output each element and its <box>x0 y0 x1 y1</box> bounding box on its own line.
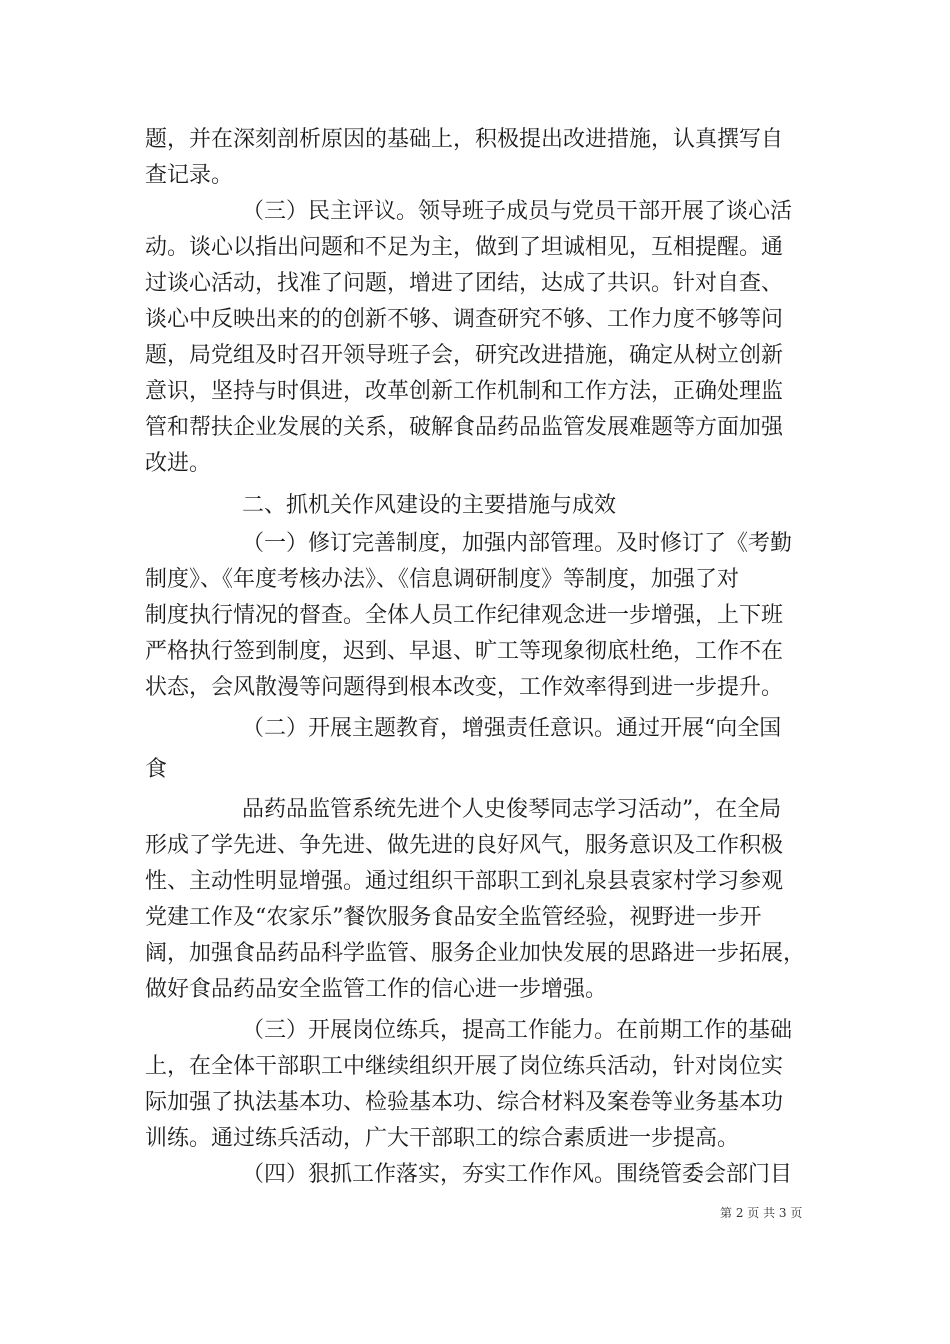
section-heading: 二、抓机关作风建设的主要措施与成效 <box>242 493 617 518</box>
paragraph-line: 题，并在深刻剖析原因的基础上，积极提出改进措施，认真撰写自 <box>145 127 784 152</box>
paragraph-line: 做好食品药品安全监管工作的信心进一步增强。 <box>145 977 608 1002</box>
paragraph-line: 查记录。 <box>145 163 234 188</box>
paragraph-line: 性、主动性明显增强。通过组织干部职工到礼泉县袁家村学习参观 <box>145 869 784 894</box>
paragraph-line: （三）开展岗位练兵，提高工作能力。在前期工作的基础 <box>242 1018 793 1043</box>
paragraph-line: 谈心中反映出来的的创新不够、调查研究不够、工作力度不够等问 <box>145 307 784 332</box>
paragraph-line: 意识，坚持与时俱进，改革创新工作机制和工作方法，正确处理监 <box>145 379 784 404</box>
paragraph-line: 过谈心活动，找准了问题，增进了团结，达成了共识。针对自查、 <box>145 271 784 296</box>
paragraph-line: 制度执行情况的督查。全体人员工作纪律观念进一步增强，上下班 <box>145 603 784 628</box>
paragraph-line: 严格执行签到制度，迟到、早退、旷工等现象彻底杜绝，工作不在 <box>145 639 784 664</box>
paragraph-line: 制度》、《年度考核办法》、《信息调研制度》等制度，加强了对 <box>145 567 740 592</box>
paragraph-line: 形成了学先进、争先进、做先进的良好风气，服务意识及工作积极 <box>145 833 784 858</box>
paragraph-line: （二）开展主题教育，增强责任意识。通过开展“向全国 <box>242 716 782 741</box>
paragraph-line: 党建工作及“农家乐”餐饮服务食品安全监管经验，视野进一步开 <box>145 905 762 930</box>
page-number: 第 2 页 共 3 页 <box>720 1206 803 1220</box>
paragraph-line: 改进。 <box>145 451 212 476</box>
paragraph-line: 阔，加强食品药品科学监管、服务企业加快发展的思路进一步拓展， <box>145 941 806 966</box>
paragraph-line: 题，局党组及时召开领导班子会，研究改进措施，确定从树立创新 <box>145 343 784 368</box>
paragraph-line: （四）狠抓工作落实，夯实工作作风。围绕管委会部门目 <box>242 1162 793 1187</box>
paragraph-line: 动。谈心以指出问题和不足为主，做到了坦诚相见，互相提醒。通 <box>145 235 784 260</box>
paragraph-line: （三）民主评议。领导班子成员与党员干部开展了谈心活 <box>242 199 793 224</box>
paragraph-line: 食 <box>145 757 168 782</box>
paragraph-line: 管和帮扶企业发展的关系，破解食品药品监管发展难题等方面加强 <box>145 415 784 440</box>
paragraph-line: 际加强了执法基本功、检验基本功、综合材料及案卷等业务基本功 <box>145 1090 784 1115</box>
paragraph-line: 训练。通过练兵活动，广大干部职工的综合素质进一步提高。 <box>145 1126 740 1151</box>
paragraph-line: 品药品监管系统先进个人史俊琴同志学习活动”，在全局 <box>242 797 782 822</box>
paragraph-line: 状态，会风散漫等问题得到根本改变，工作效率得到进一步提升。 <box>145 675 784 700</box>
paragraph-line: （一）修订完善制度，加强内部管理。及时修订了《考勤 <box>242 531 793 556</box>
paragraph-line: 上，在全体干部职工中继续组织开展了岗位练兵活动，针对岗位实 <box>145 1054 784 1079</box>
